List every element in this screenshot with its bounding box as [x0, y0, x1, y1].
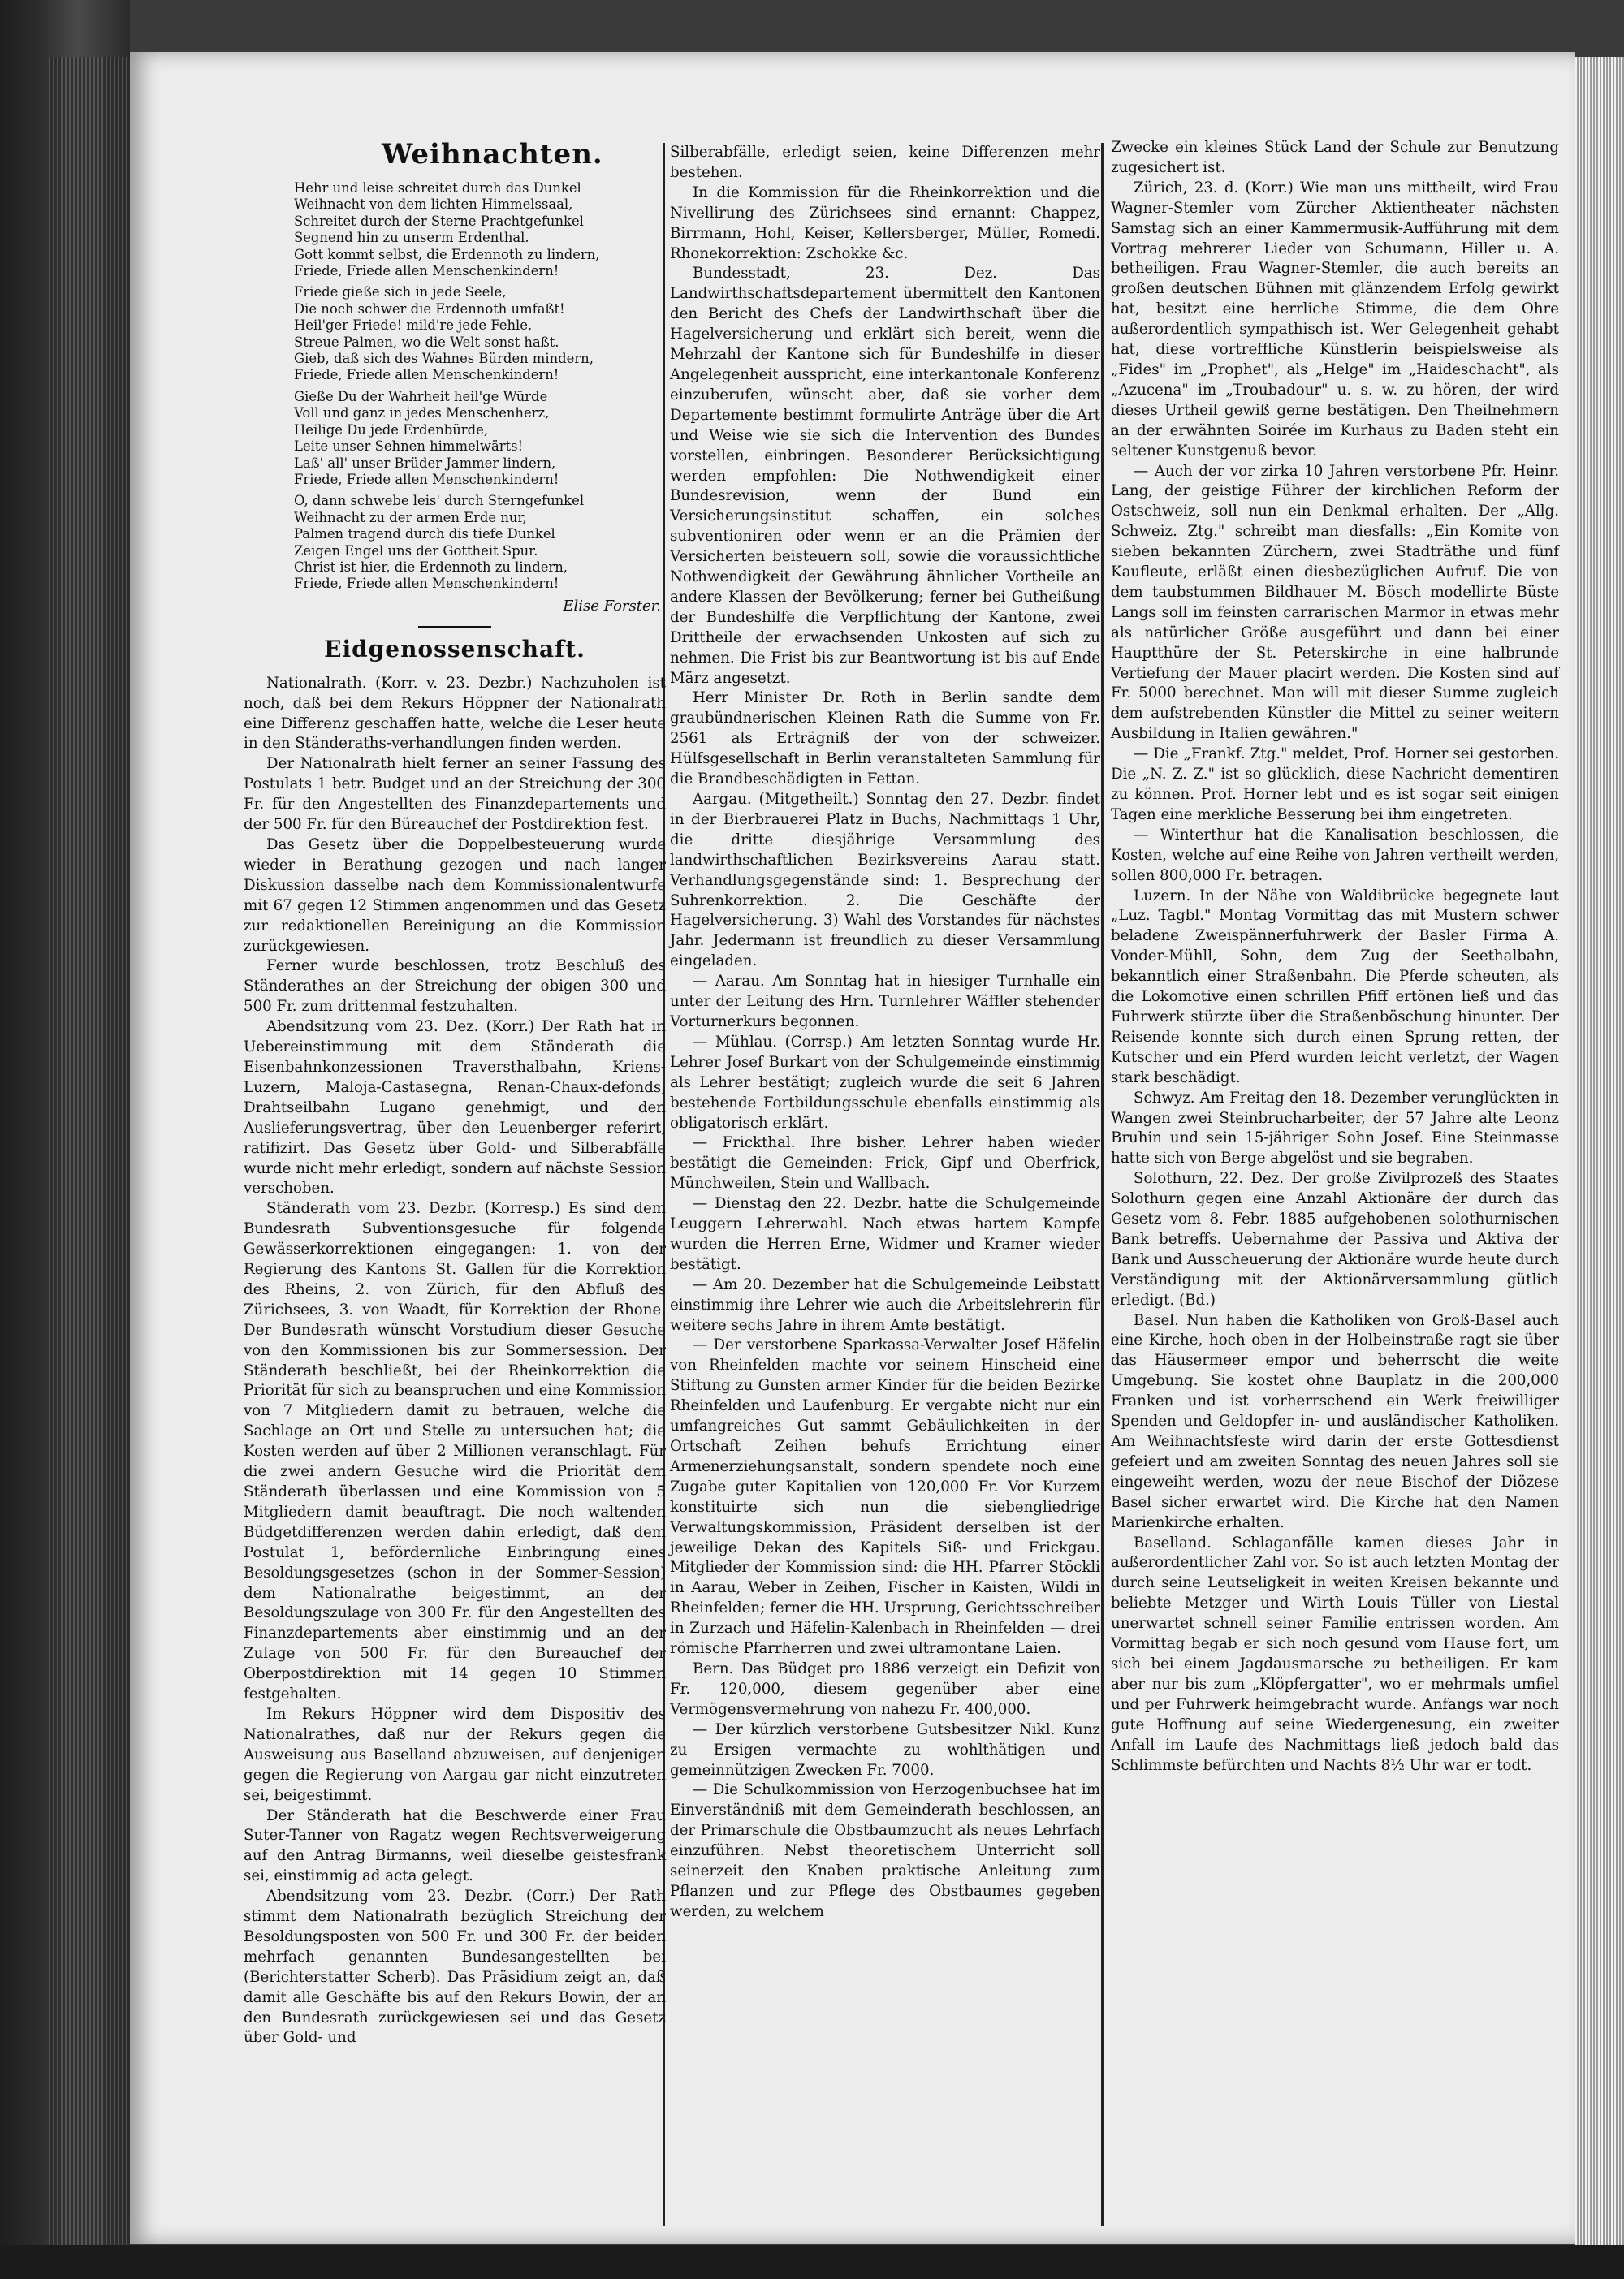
column-rule	[1101, 143, 1104, 2226]
column-1	[244, 138, 666, 2048]
poem-line: Heilige Du jede Erdenbürde,	[294, 421, 489, 438]
article-paragraph: Zürich, 23. d. (Korr.) Wie man uns mittheilt, wird Frau Wagner-Stemler vom Zürcher Aktientheater nächsten Samstag sich an einer Kammermusik-Aufführung mit dem Vortrag mehrerer Lieder von Schumann, Hiller u. A. betheiligen. Frau Wagner-Stemler, die auch bereits an großen deutschen Bühnen mit glänzendem Erfolg gewirkt hat, besitzt eine herrliche Stimme, die dem Ohre außerordentlich sympathisch ist. Wer Gelegenheit gehabt hat, diese vortreffliche Künstlerin beispielsweise als „Fides" im „Prophet", als „Helge" im „Haideschacht", als „Azucena" im „Troubadour" u. s. w. zu hören, der wird dieses Urtheil gewiß gerne bestätigen. Den Theilnehmern an der erwähnten Soirée im Kurhaus zu Baden steht ein seltener Kunstgenuß bevor.	[1111, 179, 1559, 460]
article-paragraph: Bundesstadt, 23. Dez. Das Landwirthschaftsdepartement übermittelt den Kantonen den Bericht des Chefs der Landwirthschaft über die Hagelversicherung und erklärt sich bereit, wenn die Mehrzahl der Kantone sich für Bundeshilfe in dieser Angelegenheit ausspricht, eine interkantonale Konferenz einzuberufen, wünscht aber, daß sie vorher dem Departemente bestimmt formulirte Anträge über die Art und Weise wie sie sich die Intervention des Bundes vorstellen, einbringen. Besonderer Berücksichtigung werden empfohlen: Die Nothwendigkeit einer Bundesrevision, wenn der Bund ein Versicherungsinstitut schaffen, ein solches subventioniren oder wenn er an die Prämien der Versicherten beisteuern soll, sowie die voraussichtliche Nothwendigkeit der Gewährung ähnlicher Vortheile an andere Klassen der Bevölkerung; ferner bei Gutheißung der Bundeshilfe die Verpflichtung der Kantone, zwei Drittheile der erwachsenden Unkosten auf sich zu nehmen. Die Frist bis zur Beantwortung ist bis auf Ende März angesetzt.	[670, 265, 1100, 687]
article-paragraph: — Die „Frankf. Ztg." meldet, Prof. Horner sei gestorben. Die „N. Z. Z." ist so glücklich, diese Nachricht dementiren zu können. Prof. Horner lebt und es ist sogar seit einigen Tagen eine merkliche Besserung bei ihm eingetreten.	[1111, 745, 1559, 823]
poem-line: Segnend hin zu unserm Erdenthal.	[294, 230, 529, 246]
poem	[244, 180, 666, 593]
poem-line: Gieb, daß sich des Wahnes Bürden mindern,	[294, 351, 594, 367]
article-paragraph: — Auch der vor zirka 10 Jahren verstorbene Pfr. Heinr. Lang, der geistige Führer der kirchlichen Reform der Ostschweiz, soll nun ein Denkmal erhalten. Der „Allg. Schweiz. Ztg." schreibt man diesfalls: „Ein Komite von sieben bekannten Zürchern, zwei Stadträthe und fünf Kaufleute, erläßt einen diesbezüglichen Aufruf. Die von dem taubstummen Bildhauer M. Bösch modellirte Büste Langs soll im feinsten carrarischen Marmor in etwas mehr als natürlicher Größe ausgeführt und dann bei einer Hauptthüre der St. Peterskirche in eine halbrunde Vertiefung der Mauer placirt werden. Die Kosten sind auf Fr. 5000 berechnet. Man will mit dieser Summe zugleich dem aufstrebenden Künstler die Mittel zu seiner weitern Ausbildung in Italien gewähren."	[1111, 462, 1559, 743]
article-paragraph: — Die Schulkommission von Herzogenbuchsee hat im Einverständniß mit dem Gemeinderath beschlossen, an der Primarschule die Obstbaumzucht als neues Lehrfach einzuführen. Nebst theoretischem Unterricht soll seinerzeit den Knaben praktische Anleitung zum Pflanzen und zur Pflege des Obstbaumes gegeben werden, zu welchem	[670, 1781, 1100, 1920]
article-paragraph: Nationalrath. (Korr. v. 23. Dezbr.) Nachzuholen ist noch, daß bei dem Rekurs Höppner der Nationalrath eine Differenz geschaffen hatte, welche die Leser heute in den Ständeraths-verhandlungen finden werden.	[244, 674, 666, 753]
poem-stanza	[244, 284, 666, 383]
poem-line: Gieße Du der Wahrheit heil'ge Würde	[294, 388, 548, 404]
column-2	[670, 143, 1100, 1923]
article-paragraph: — Aarau. Am Sonntag hat in hiesiger Turnhalle ein unter der Leitung des Hrn. Turnlehrer Wäffler stehender Vorturnerkurs begonnen.	[670, 973, 1100, 1030]
poem-line: Zeigen Engel uns der Gottheit Spur.	[294, 542, 538, 559]
article-paragraph: — Mühlau. (Corrsp.) Am letzten Sonntag wurde Hr. Lehrer Josef Burkart von der Schulgemeinde einstimmig als Lehrer bestätigt; zugleich wurde die seit 6 Jahren bestehende Fortbildungsschule ebenfalls einstimmig als obligatorisch erklärt.	[670, 1033, 1100, 1132]
article-paragraph: Silberabfälle, erledigt seien, keine Differenzen mehr bestehen.	[670, 144, 1100, 181]
article-paragraph: Baselland. Schlaganfälle kamen dieses Jahr in außerordentlicher Zahl vor. So ist auch letzten Montag der durch seine Leutseligkeit in weiten Kreisen bekannte und beliebte Metzger und Wirth Louis Tüller von Liestal unerwartet schnell seiner Familie entrissen worden. Am Vormittag begab er sich noch gesund vom Hause fort, um sich bei einem Jagdausmarsche zu betheiligen. Er kam aber nur bis zum „Klöpfergatter", wo er mehrmals umfiel und per Fuhrwerk heimgebracht wurde. Anfangs war noch gute Hoffnung auf seine Wiedergenesung, ein zweiter Anfall im Laufe des Nachmittags ließ jedoch bald das Schlimmste befürchten und Nachts 8½ Uhr war er todt.	[1111, 1534, 1559, 1774]
poem-line: Gott kommt selbst, die Erdennoth zu lindern,	[294, 246, 600, 262]
section-divider	[418, 626, 491, 628]
poem-line: Schreitet durch der Sterne Prachtgefunkel	[294, 213, 584, 229]
poem-line: Voll und ganz in jedes Menschenherz,	[294, 405, 550, 421]
article-paragraph: Der Nationalrath hielt ferner an seiner Fassung des Postulats 1 betr. Budget und an der Streichung der 300 Fr. für den Angestellten des Finanzdepartements und der 500 Fr. für den Büreauchef der Postdirektion fest.	[244, 755, 666, 834]
article-paragraph: Abendsitzung vom 23. Dezbr. (Corr.) Der Rath stimmt dem Nationalrath bezüglich Streichung der Besoldungsposten von 500 Fr. und 300 Fr. der beiden mehrfach genannten Bundesangestellten bei (Berichterstatter Scherb). Das Präsidium zeigt an, daß damit alle Geschäfte bis auf den Rekurs Bowin, der an den Bundesrath zurückgewiesen sei und das Gesetz über Gold- und	[244, 1888, 666, 2047]
article-paragraph: Aargau. (Mitgetheilt.) Sonntag den 27. Dezbr. findet in der Bierbrauerei Platz in Buchs, Nachmittags 1 Uhr, die dritte diesjährige Versammlung des landwirthschaftlichen Bezirksvereins Aarau statt. Verhandlungsgegenstände sind: 1. Besprechung der Suhrenkorrektion. 2. Die Geschäfte der Hagelversicherung. 3) Wahl des Vorstandes für nächstes Jahr. Jedermann ist freundlich zu dieser Versammlung eingeladen.	[670, 791, 1100, 970]
poem-line: Die noch schwer die Erdennoth umfaßt!	[294, 300, 565, 317]
article-paragraph: — Der kürzlich verstorbene Gutsbesitzer Nikl. Kunz zu Ersigen vermachte zu wohlthätigen und gemeinnützigen Zwecken Fr. 7000.	[670, 1720, 1100, 1779]
article-paragraph: Basel. Nun haben die Katholiken von Groß-Basel auch eine Kirche, hoch oben in der Holbeinstraße ragt sie über das Häusermeer empor und beherrscht die weite Umgebung. Sie kostet ohne Bauplatz in die 200,000 Franken und ist vorherrschend ein Werk freiwilliger Spenden und Geldopfer in- und ausländischer Katholiken. Am Weihnachtsfeste wird darin der erste Gottesdienst gefeiert und am zweiten Sonntag des neuen Jahres soll sie eingeweiht werden, wozu der neue Bischof der Diözese Basel sicher erwartet wird. Die Kirche hat den Namen Marienkirche erhalten.	[1111, 1311, 1559, 1531]
article-paragraph: Der Ständerath hat die Beschwerde einer Frau Suter-Tanner von Ragatz wegen Rechtsverweigerung auf den Antrag Birmanns, weil dieselbe geistesfrank sei, einstimmig ad acta gelegt.	[244, 1806, 666, 1885]
poem-line: Hehr und leise schreitet durch das Dunkel	[294, 180, 581, 196]
poem-stanza	[244, 493, 666, 592]
poem-line: Heil'ger Friede! mild're jede Fehle,	[294, 317, 533, 334]
column-2-text	[670, 143, 1100, 1923]
poem-line: Friede gieße sich in jede Seele,	[294, 284, 507, 300]
article-paragraph: Im Rekurs Höppner wird dem Dispositiv des Nationalrathes, daß nur der Rekurs gegen die Ausweisung aus Baselland abzuweisen, auf denjenigen gegen die Regierung von Aargau gar nicht einzutreten sei, beigestimmt.	[244, 1705, 666, 1804]
column-3-text	[1111, 138, 1559, 1776]
column-1-text	[244, 674, 666, 2049]
article-paragraph: Das Gesetz über die Doppelbesteuerung wurde wieder in Berathung gezogen und nach langer Diskussion dasselbe nach dem Kommissionalentwurfe mit 67 gegen 12 Stimmen angenommen und das Gesetz zur redaktionellen Bereinigung an die Kommission zurückgewiesen.	[244, 836, 666, 955]
article-paragraph: — Der verstorbene Sparkassa-Verwalter Josef Häfelin von Rheinfelden machte vor seinem Hinscheid eine Stiftung zu Gunsten armer Kinder für die beiden Bezirke Rheinfelden und Laufenburg. Er vergabte nicht nur ein umfangreiches Gut sammt Gebäulichkeiten in der Ortschaft Zeihen behufs Errichtung einer Armenerziehungsanstalt, sondern spendete noch eine Zugabe guter Kapitalien von 120,000 Fr. Vor Kurzem konstituirte sich nun die siebengliedrige Verwaltungskommission, Präsident derselben ist der jeweilige Dekan des Kapitels Siß- und Frickgau. Mitglieder der Kommission sind: die HH. Pfarrer Stöckli in Aarau, Weber in Zeihen, Fischer in Kaisten, Wildi in Rheinfelden; ferner die HH. Ursprung, Gerichtsschreiber in Zurzach und Häfelin-Kalenbach in Rheinfelden — drei römische Pfarrherren und zwei ultramontane Laien.	[670, 1336, 1100, 1658]
article-paragraph: Herr Minister Dr. Roth in Berlin sandte dem graubündnerischen Kleinen Rath die Summe von Fr. 2561 als Erträgniß der von der schweizer. Hülfsgesellschaft in Berlin veranstalteten Sammlung für die Brandbeschädigten in Fettan.	[670, 689, 1100, 788]
poem-line: Friede, Friede allen Menschenkindern!	[294, 576, 559, 592]
poem-line: O, dann schwebe leis' durch Sterngefunkel	[294, 493, 585, 509]
poem-title: Weihnachten.	[382, 138, 603, 170]
poem-line: Friede, Friede allen Menschenkindern!	[294, 263, 559, 279]
article-paragraph: — Am 20. Dezember hat die Schulgemeinde Leibstatt einstimmig ihre Lehrer wie auch die Arbeitslehrerin für weitere sechs Jahre in ihrem Amte bestätigt.	[670, 1275, 1100, 1334]
poem-line: Weihnacht zu der armen Erde nur,	[294, 509, 527, 525]
article-paragraph: Bern. Das Büdget pro 1886 verzeigt ein Defizit von Fr. 120,000, diesem gegenüber aber eine Vermögensvermehrung von nahezu Fr. 400,000.	[670, 1660, 1100, 1718]
poem-line: Friede, Friede allen Menschenkindern!	[294, 471, 559, 487]
poem-line: Friede, Friede allen Menschenkindern!	[294, 367, 559, 383]
poem-stanza	[244, 389, 666, 488]
article-paragraph: Abendsitzung vom 23. Dez. (Korr.) Der Rath hat in Uebereinstimmung mit dem Ständerath die Eisenbahnkonzessionen Traversthalbahn, Kriens-Luzern, Maloja-Castasegna, Renan-Chaux-defonds, Drahtseilbahn Lugano genehmigt, und den Auslieferungsvertrag, über den Leuenberger referirt, ratifizirt. Das Gesetz über Gold- und Silberabfälle wurde nicht mehr erledigt, sondern auf nächste Session verschoben.	[244, 1018, 666, 1198]
article-paragraph: — Dienstag den 22. Dezbr. hatte die Schulgemeinde Leuggern Lehrerwahl. Nach etwas hartem Kampfe wurden die Herren Erne, Widmer und Kramer wieder bestätigt.	[670, 1195, 1100, 1273]
scan-bottom-edge	[0, 2245, 1624, 2279]
article-paragraph: Zwecke ein kleines Stück Land der Schule zur Benutzung zugesichert ist.	[1111, 139, 1559, 176]
article-paragraph: Solothurn, 22. Dez. Der große Zivilprozeß des Staates Solothurn gegen eine Anzahl Aktionäre der durch das Gesetz vom 8. Febr. 1885 aufgehobenen solothurnischen Bank betreffs. Uebernahme der Passiva und Aktiva der Bank und Ausscheuerung der Aktionäre wurde heute durch Verständigung mit der Aktionärversammlung gütlich erledigt. (Bd.)	[1111, 1170, 1559, 1309]
poem-author: Elise Forster.	[563, 597, 661, 615]
article-paragraph: Ständerath vom 23. Dezbr. (Korresp.) Es sind dem Bundesrath Subventionsgesuche für folgende Gewässerkorrektionen eingegangen: 1. von der Regierung des Kantons St. Gallen für die Korrektion des Rheins, 2. von Zürich, für den Abfluß des Zürichsees, 3. von Waadt, für Korrektion der Rhone. Der Bundesrath wünscht Vorstudium dieser Gesuche von den Kommissionen bis zur Sommersession. Der Ständerath beschließt, bei der Rheinkorrektion die Priorität für sich zu beanspruchen und eine Kommission von 7 Mitgliedern damit zu betrauen, welche die Sachlage an Ort und Stelle zu untersuchen hat; die Kosten werden auf über 2 Millionen veranschlagt. Für die zwei andern Gesuche wird die Priorität dem Ständerath überlassen und eine Kommission von 5 Mitgliedern damit beauftragt. Die noch waltenden Büdgetdifferenzen werden dahin erledigt, daß dem Postulat 1, befördernliche Einbringung eines Besoldungsgesetzes (schon in der Sommer-Session) dem Nationalrathe beigestimmt, an der Besoldungszulage von 300 Fr. für den Angestellten des Finanzdepartements aber einstimmig und an der Zulage von 500 Fr. für den Bureauchef der Oberpostdirektion mit 14 gegen 10 Stimmen festgehalten.	[244, 1200, 666, 1703]
article-paragraph: Schwyz. Am Freitag den 18. Dezember verunglückten in Wangen zwei Steinbrucharbeiter, der 57 Jahre alte Leonz Bruhin und sein 15-jähriger Sohn Josef. Eine Steinmasse hatte sich von Berge abgelöst und sie begraben.	[1111, 1089, 1559, 1168]
poem-line: Laß' all' unser Brüder Jammer lindern,	[294, 455, 556, 471]
article-paragraph: — Winterthur hat die Kanalisation beschlossen, die Kosten, welche auf eine Reihe von Jahren vertheilt werden, sollen 800,000 Fr. betragen.	[1111, 826, 1559, 884]
poem-line: Palmen tragend durch dis tiefe Dunkel	[294, 526, 555, 542]
page-stack-right	[1575, 57, 1624, 2249]
section-title: Eidgenossenschaft.	[324, 635, 585, 663]
article-paragraph: Ferner wurde beschlossen, trotz Beschluß des Ständerathes an der Streichung der obigen 300 und 500 Fr. zum drittenmal festzuhalten.	[244, 957, 666, 1016]
poem-line: Christ ist hier, die Erdennoth zu lindern,	[294, 559, 568, 575]
article-paragraph: — Frickthal. Ihre bisher. Lehrer haben wieder bestätigt die Gemeinden: Frick, Gipf und Oberfrick, Münchweilen, Stein und Wallbach.	[670, 1134, 1100, 1193]
article-paragraph: In die Kommission für die Rheinkorrektion und die Nivellirung des Zürichsees sind ernannt: Chappez, Birrmann, Hohl, Keiser, Kellersberger, Müller, Romedi. Rhonekorrektion: Zschokke &c.	[670, 183, 1100, 262]
page-stack-left	[49, 57, 130, 2249]
column-3	[1111, 138, 1559, 1776]
poem-stanza	[244, 180, 666, 279]
poem-line: Leite unser Sehnen himmelwärts!	[294, 438, 524, 455]
article-paragraph: Luzern. In der Nähe von Waldibrücke begegnete laut „Luz. Tagbl." Montag Vormittag das mit Mustern schwer beladene Zweispännerfuhrwerk der Basler Firma A. Vonder-Mühll, Sohn, dem Zug der Seethalbahn, bekanntlich einer Straßenbahn. Die Pferde scheuten, als die Lokomotive einen schrillen Pfiff ertönen ließ und das Fuhrwerk stürzte über die Straßenböschung hinunter. Der Reisende konnte sich durch einen Sprung retten, der Kutscher und ein Pferd wurden leicht verletzt, der Wagen stark beschädigt.	[1111, 887, 1559, 1086]
poem-line: Streue Palmen, wo die Welt sonst haßt.	[294, 334, 559, 350]
poem-line: Weihnacht von dem lichten Himmelssaal,	[294, 196, 573, 213]
